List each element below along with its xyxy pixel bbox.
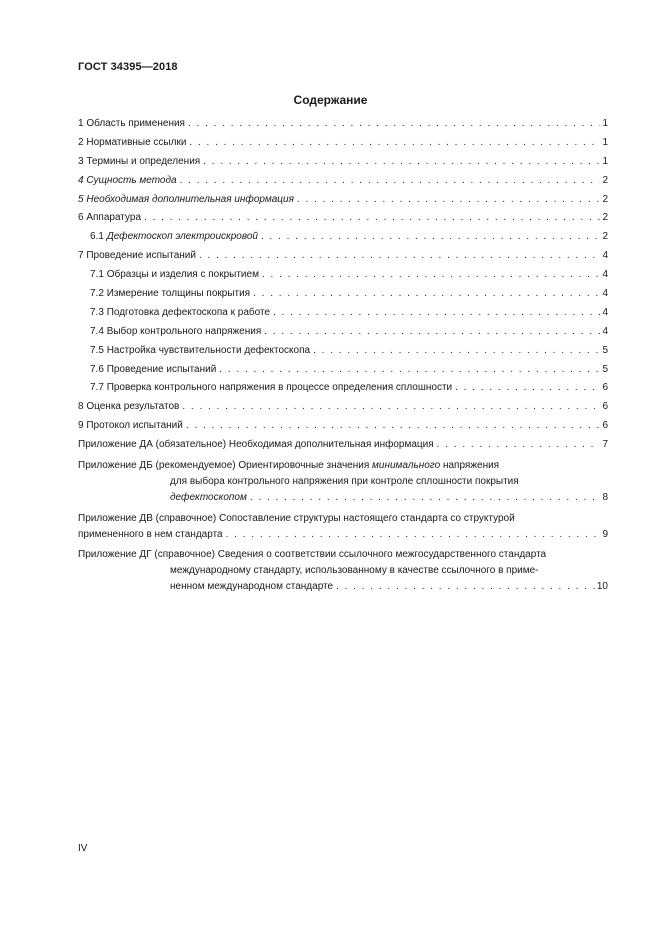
toc-title: Содержание	[293, 93, 368, 107]
toc-entry-number: 7.4	[90, 325, 104, 337]
toc-entry-label	[78, 137, 189, 148]
toc-entry-appendix-dv[interactable]	[78, 511, 608, 546]
toc-entry-label	[78, 307, 273, 318]
toc-entry-line: для выбора контрольного напряжения при контроле сплошности покрытия	[170, 476, 519, 488]
toc-entry-page: 4	[602, 250, 608, 262]
dot-leader	[144, 212, 600, 223]
dot-leader	[253, 288, 600, 299]
dot-leader	[297, 194, 601, 205]
toc-entry-page: 6	[602, 420, 608, 432]
toc-entry-title: Проверка контрольного напряжения в процессе определения сплошности	[106, 382, 453, 394]
toc-entry-number: 9	[78, 420, 84, 432]
toc-entry-label	[78, 194, 297, 205]
toc-entry-page: 5	[602, 344, 608, 356]
toc-entry-page: 1	[602, 118, 608, 129]
appendix-db-italic: минимального	[372, 460, 441, 472]
toc-entry-label	[78, 156, 203, 167]
toc-entry-page: 5	[602, 363, 608, 375]
toc-entry-number: 6.1	[90, 231, 104, 243]
dot-leader	[203, 156, 600, 167]
toc-entry-title: Проведение испытаний	[106, 363, 217, 375]
toc-entry-number: 5	[78, 193, 84, 205]
toc-entry-title: Дефектоскоп электроискровой	[106, 231, 258, 243]
page-number: IV	[78, 843, 88, 854]
dot-leader	[188, 118, 600, 129]
toc-entry-label: примененного в нем стандарта	[78, 528, 223, 540]
toc-entry-label: Приложение ДА (обязательное) Необходимая дополнительная информация	[78, 439, 434, 451]
toc-entry[interactable]	[78, 118, 608, 137]
toc-entry-page: 4	[602, 306, 608, 318]
toc-entry-page: 4	[602, 325, 608, 337]
toc-entry[interactable]	[78, 137, 608, 156]
toc-entry-page: 4	[602, 288, 608, 300]
toc-entry-page: 10	[596, 580, 608, 592]
toc-entry-number: 6	[78, 212, 84, 224]
toc-entry[interactable]	[78, 250, 608, 269]
toc-entry[interactable]	[78, 231, 608, 250]
toc-entry-label	[78, 250, 199, 261]
toc-entry[interactable]	[78, 345, 608, 364]
toc-entry-label	[78, 345, 313, 356]
dot-leader	[262, 269, 600, 280]
toc-entry-label	[78, 420, 186, 431]
toc-entry-number: 8	[78, 401, 84, 413]
toc-entry-label	[78, 288, 253, 299]
toc-entry-label	[78, 382, 455, 393]
toc-entry-line	[78, 527, 608, 546]
toc-entry-label	[78, 118, 188, 129]
dot-leader	[199, 250, 600, 261]
dot-leader	[261, 231, 600, 242]
toc-entry-label: дефектоскопом	[170, 492, 247, 504]
dot-leader	[273, 307, 600, 318]
toc-entry-number: 2	[78, 136, 84, 148]
dot-leader	[182, 401, 600, 412]
toc-entry-line	[78, 490, 608, 509]
toc-entry-title: Необходимая дополнительная информация	[86, 193, 294, 205]
toc-entry-number: 7	[78, 250, 84, 262]
toc-entry-page: 9	[602, 528, 608, 540]
toc-entry-title: Образцы и изделия с покрытием	[106, 269, 259, 281]
toc-entry-appendix-da[interactable]	[78, 439, 608, 458]
toc-entry[interactable]	[78, 288, 608, 307]
toc-entries	[78, 118, 608, 439]
toc-entry[interactable]	[78, 269, 608, 288]
toc-entry-label	[78, 175, 180, 186]
toc-entry-number: 3	[78, 155, 84, 167]
document-id: ГОСТ 34395—2018	[78, 61, 178, 73]
toc-entry-label	[78, 401, 182, 412]
toc-entry-number: 7.6	[90, 363, 104, 375]
toc-entry-page: 1	[602, 136, 608, 148]
appendix-db-text-end: напряжения	[440, 460, 500, 472]
toc-entry-line	[78, 458, 608, 474]
toc-entry-label: ненном международном стандарте	[170, 580, 334, 592]
toc-entry-line: Приложение ДГ (справочное) Сведения о соответствии ссылочного межгосударственного стандарта	[78, 548, 547, 560]
toc-entry-title: Протокол испытаний	[86, 420, 183, 432]
toc-entry-label	[78, 212, 144, 223]
toc-entry-label	[78, 364, 219, 375]
toc-entry-appendix-dg[interactable]	[78, 547, 608, 598]
toc-entry-number: 4	[78, 174, 84, 186]
dot-leader	[219, 364, 600, 375]
toc-entry-page: 2	[602, 231, 608, 243]
toc-entry[interactable]	[78, 175, 608, 194]
toc-entry[interactable]	[78, 364, 608, 383]
toc-entry[interactable]	[78, 420, 608, 439]
toc-entry-page: 2	[602, 174, 608, 186]
toc-entry[interactable]	[78, 401, 608, 420]
toc-entry-title: Оценка результатов	[86, 401, 180, 413]
dot-leader	[313, 345, 600, 356]
toc-entry-number: 1	[78, 118, 84, 129]
dot-leader	[336, 579, 595, 595]
toc-entry-page: 8	[602, 492, 608, 504]
dot-leader	[180, 175, 601, 186]
toc-entry-page: 2	[602, 193, 608, 205]
toc-entry-line: международному стандарту, использованному в качестве ссылочного в приме-	[170, 564, 539, 576]
toc-entry[interactable]	[78, 194, 608, 213]
toc-entry-title: Область применения	[86, 118, 185, 129]
toc-entry-page: 4	[602, 269, 608, 281]
toc-entry-label	[78, 231, 261, 242]
dot-leader	[437, 439, 601, 450]
appendix-db-text: Приложение ДБ (рекомендуемое) Ориентировочные значения	[78, 460, 373, 472]
toc-entry-title: Подготовка дефектоскопа к работе	[106, 306, 270, 318]
toc-entry-page: 7	[602, 439, 608, 451]
toc-entry-page: 1	[602, 155, 608, 167]
dot-leader	[455, 382, 600, 393]
dot-leader	[250, 490, 601, 506]
toc-entry-title: Настройка чувствительности дефектоскопа	[106, 344, 311, 356]
toc-entry-page: 2	[602, 212, 608, 224]
dot-leader	[264, 326, 600, 337]
toc-entry-number: 7.5	[90, 344, 104, 356]
toc-entry-number: 7.3	[90, 306, 104, 318]
toc-entry-label	[78, 326, 264, 337]
toc-entry-number: 7.1	[90, 269, 104, 281]
toc-entry-title: Проведение испытаний	[86, 250, 196, 262]
toc-entry[interactable]	[78, 156, 608, 175]
toc-entry-title: Термины и определения	[86, 155, 201, 167]
toc-entry-title: Аппаратура	[86, 212, 142, 224]
dot-leader	[189, 137, 600, 148]
toc-entry[interactable]	[78, 307, 608, 326]
toc-entry[interactable]	[78, 212, 608, 231]
toc-entry-title: Нормативные ссылки	[86, 136, 187, 148]
toc-entry-number: 7.2	[90, 288, 104, 300]
toc-entry-number: 7.7	[90, 382, 104, 394]
toc-entry-line: Приложение ДВ (справочное) Сопоставление структуры настоящего стандарта со структурой	[78, 512, 515, 524]
dot-leader	[186, 420, 601, 431]
table-of-contents	[78, 118, 608, 598]
toc-entry-page: 6	[602, 382, 608, 394]
toc-entry-appendix-db[interactable]	[78, 458, 608, 509]
toc-entry[interactable]	[78, 382, 608, 401]
toc-entry-title: Сущность метода	[86, 174, 177, 186]
toc-entry-label	[78, 269, 262, 280]
toc-entry-page: 6	[602, 401, 608, 413]
toc-entry-title: Измерение толщины покрытия	[106, 288, 251, 300]
toc-entry-title: Выбор контрольного напряжения	[106, 325, 262, 337]
toc-entry[interactable]	[78, 326, 608, 345]
toc-entry-line	[78, 579, 608, 598]
dot-leader	[226, 527, 601, 543]
